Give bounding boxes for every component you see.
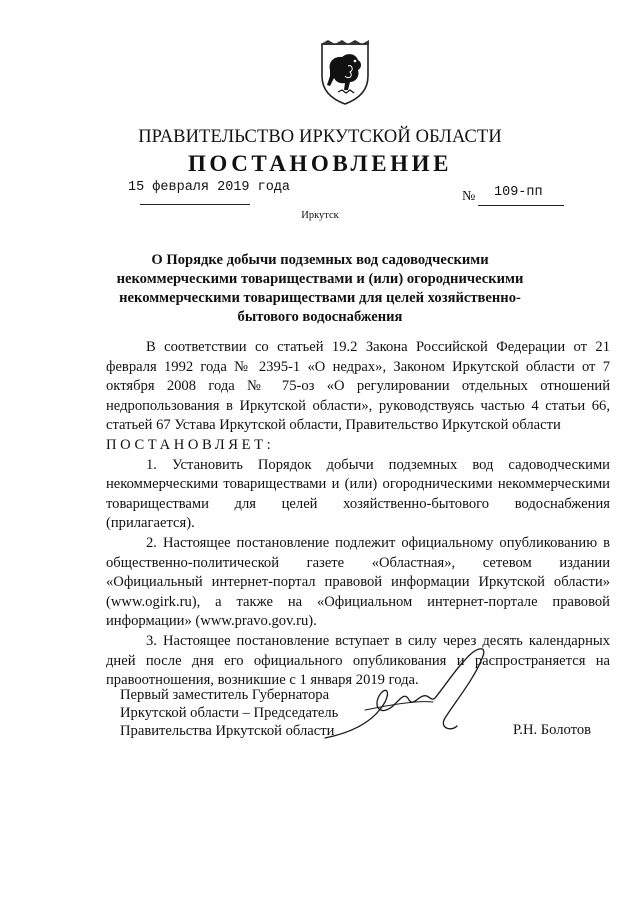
government-name: ПРАВИТЕЛЬСТВО ИРКУТСКОЙ ОБЛАСТИ xyxy=(138,127,502,147)
document-number: 109-пп xyxy=(494,185,543,200)
item-3-paragraph: 3. Настоящее постановление вступает в силу через десять календарных дней после дня его официального опубликования и распространяется на правоотношения, возникшие с 1 января 2019 года. xyxy=(106,632,610,689)
handwritten-signature-icon xyxy=(305,640,505,750)
item-2-paragraph: 2. Настоящее постановление подлежит официальному опубликованию в общественно-политической газете «Областная», сетевом издании «Официальный интернет-портал правовой информации Иркутской области» (www.ogirk.ru), а также на «Официальном интернет-портале правовой информации» (www.pravo.gov.ru). xyxy=(106,534,610,630)
decrees-word: ПОСТАНОВЛЯЕТ: xyxy=(106,436,275,453)
date-underline xyxy=(140,204,250,205)
item-1-paragraph: 1. Установить Порядок добычи подземных вод садоводческими некоммерческими товариществами и (или) огородническими некоммерческими товариществами для целей хозяйственно-бытового водоснабжения (прилагается). xyxy=(106,456,610,532)
signer-position-line-3: Правительства Иркутской области xyxy=(120,723,335,739)
number-underline xyxy=(478,205,564,206)
city-name: Иркутск xyxy=(301,210,339,221)
preamble-paragraph: В соответствии со статьей 19.2 Закона Российской Федерации от 21 февраля 1992 года № 2395-1 «О недрах», Законом Иркутской области от 7 октября 2008 года № 75-оз «О регулировании отдельных отношений недропользования в Иркутской области», руководствуясь частью 4 статьи 66, статьей 67 Устава Иркутской области, Правительство Иркутской области xyxy=(106,339,610,434)
document-type: ПОСТАНОВЛЕНИЕ xyxy=(187,151,453,176)
signer-name: Р.Н. Болотов xyxy=(513,722,592,738)
signer-position-line-1: Первый заместитель Губернатора xyxy=(120,687,330,703)
document-body xyxy=(106,338,610,691)
irkutsk-coat-of-arms-icon xyxy=(318,40,372,106)
document-title: О Порядке добычи подземных вод садоводческими некоммерческими товариществами и (или) огородническими некоммерческими товариществами для целей хозяйственно-бытового водоснабжения xyxy=(116,252,524,325)
document-date: 15 февраля 2019 года xyxy=(128,180,291,195)
signer-position-line-2: Иркутской области – Председатель xyxy=(120,705,339,721)
number-sign: № xyxy=(462,189,476,204)
